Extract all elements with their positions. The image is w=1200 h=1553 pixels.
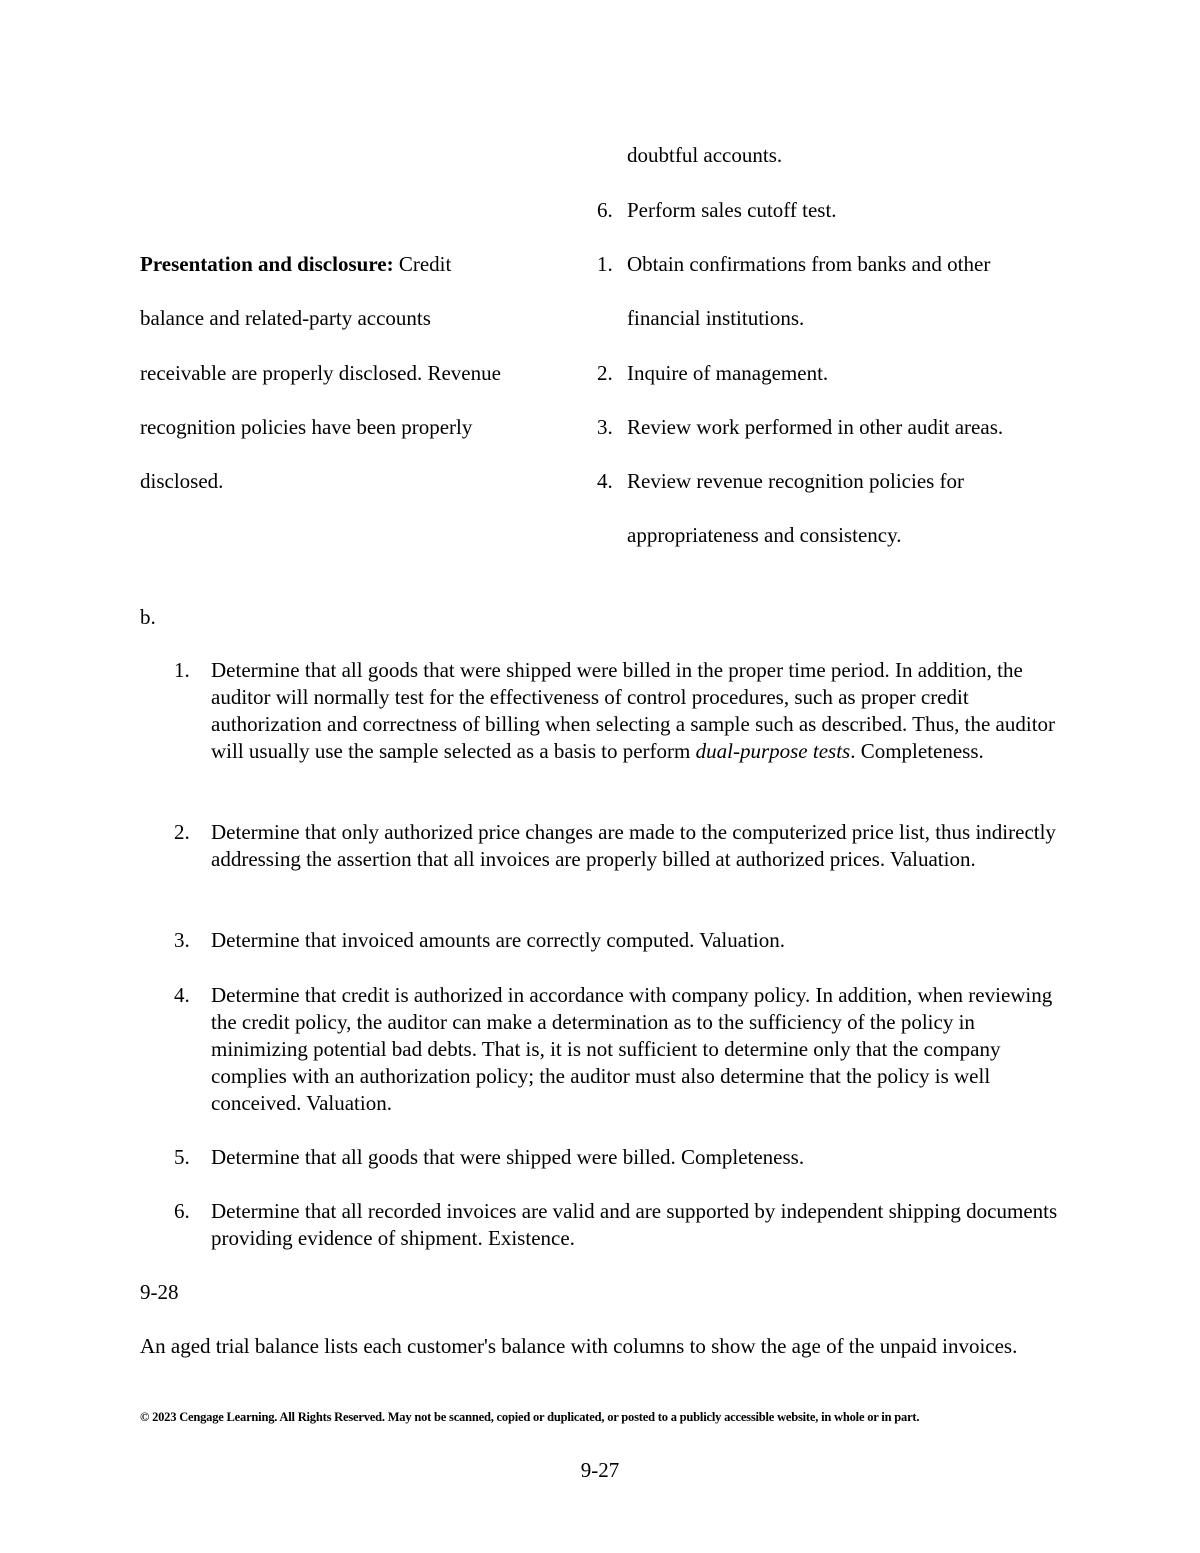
left-line-2: balance and related-party accounts [140, 306, 431, 330]
left-line-1 [140, 251, 451, 277]
right-item-4-line-2: appropriateness and consistency. [627, 523, 902, 547]
right-item-4-number: 4. [597, 469, 613, 493]
b-item-6-number: 6. [174, 1199, 190, 1223]
b-item-1-number: 1. [174, 658, 190, 682]
right-item-1-line-1: Obtain confirmations from banks and other [627, 252, 991, 276]
left-line-1-rest: Credit [398, 252, 452, 276]
problem-label: 9-28 [140, 1280, 179, 1304]
b-item-1-text [211, 657, 1070, 765]
right-item-6-number: 6. [597, 198, 613, 222]
left-line-5: disclosed. [140, 469, 224, 493]
b-list-item-3 [140, 927, 1070, 954]
b-item-5-number: 5. [174, 1145, 190, 1169]
right-item-3-number: 3. [597, 415, 613, 439]
left-line-4: recognition policies have been properly [140, 415, 473, 439]
b-item-3-number: 3. [174, 928, 190, 952]
left-line-3: receivable are properly disclosed. Revenue [140, 361, 501, 385]
right-continuation-text: doubtful accounts. [627, 143, 783, 167]
page-number: 9-27 [580, 1458, 620, 1482]
right-item-6-text: Perform sales cutoff test. [627, 198, 837, 222]
right-item-3-line-1: Review work performed in other audit areas. [627, 415, 1004, 439]
right-item-4-line-1: Review revenue recognition policies for [627, 469, 965, 493]
b-item-3-text: Determine that invoiced amounts are correctly computed. Valuation. [211, 928, 786, 952]
b-list-item-4 [140, 982, 1070, 1117]
right-item-1-line-2: financial institutions. [627, 306, 805, 330]
right-item-2-line-1: Inquire of management. [627, 361, 829, 385]
b-item-1-text-before: Determine that all goods that were shipped were billed in the proper time period. In addition, the auditor will normally test for the effectiveness of control procedures, such as proper credit authorization and correctness of billing when selecting a sample such as described. Thus, the auditor will usually use the sample selected as a basis to perform [211, 658, 1056, 763]
b-item-2-number: 2. [174, 820, 190, 844]
right-item-2-number: 2. [597, 361, 613, 385]
b-item-2-text: Determine that only authorized price changes are made to the computerized price list, thus indirectly addressing the assertion that all invoices are properly billed at authorized prices. Valuation. [211, 820, 1056, 871]
problem-text: An aged trial balance lists each customer's balance with columns to show the age of the unpaid invoices. [140, 1334, 1018, 1358]
b-item-1-text-after: . Completeness. [850, 739, 984, 763]
b-list-item-2 [140, 819, 1070, 873]
presentation-heading: Presentation and disclosure: [140, 252, 394, 276]
copyright-notice: © 2023 Cengage Learning. All Rights Reserved. May not be scanned, copied or duplicated, or posted to a publicly accessible website, in whole or in part. [140, 1410, 920, 1424]
section-b-label: b. [140, 605, 156, 629]
b-list-item-1 [140, 657, 1070, 765]
b-item-1-emphasis: dual-purpose tests [695, 739, 851, 763]
b-list-item-6 [140, 1198, 1070, 1252]
right-item-1-number: 1. [597, 252, 613, 276]
b-item-5-text: Determine that all goods that were shipped were billed. Completeness. [211, 1145, 805, 1169]
b-list-item-5 [140, 1144, 1070, 1171]
b-item-6-text: Determine that all recorded invoices are valid and are supported by independent shipping documents providing evidence of shipment. Existence. [211, 1199, 1058, 1250]
b-item-4-number: 4. [174, 983, 190, 1007]
b-item-4-text: Determine that credit is authorized in accordance with company policy. In addition, when reviewing the credit policy, the auditor can make a determination as to the sufficiency of the policy in minimizing potential bad debts. That is, it is not sufficient to determine only that the company complies with an authorization policy; the auditor must also determine that the policy is well conceived. Valuation. [211, 983, 1053, 1115]
